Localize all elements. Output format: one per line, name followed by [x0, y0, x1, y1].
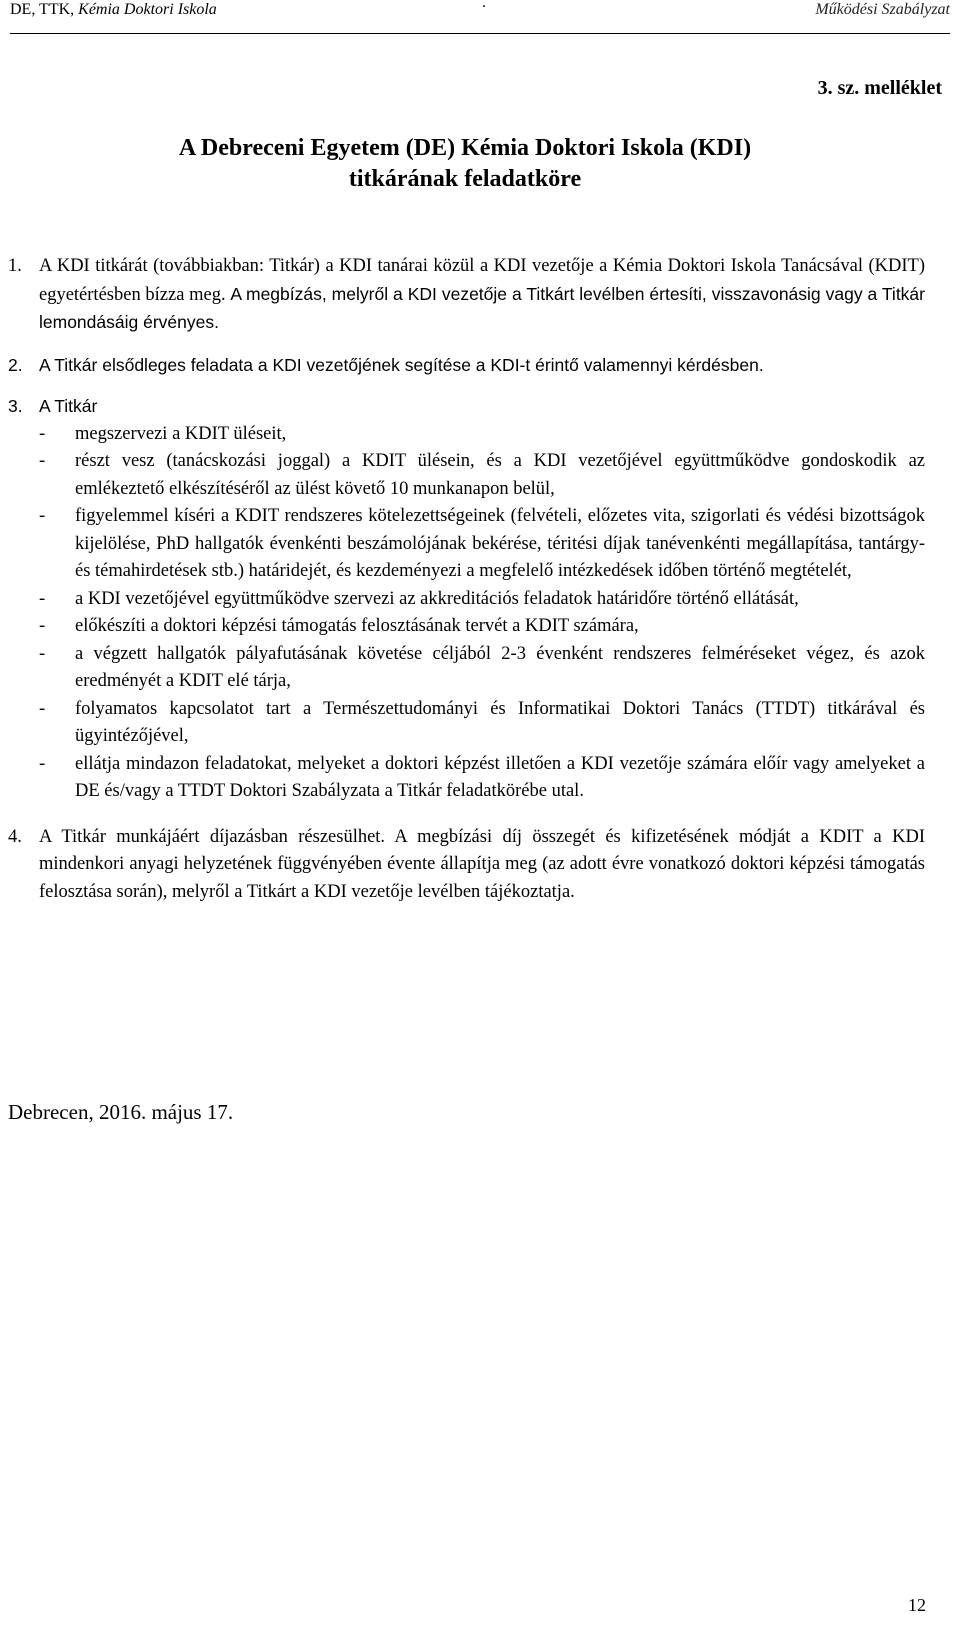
page-header [10, 0, 950, 32]
document-date: Debrecen, 2016. május 17. [8, 1100, 234, 1124]
list-item: - a KDI vezetőjével együttműködve szervezi az akkreditációs feladatok határidőre történő ellátását, [39, 586, 925, 614]
section-number: 1. [8, 256, 22, 276]
section-3-intro: A Titkár [39, 396, 98, 416]
header-left [10, 1, 217, 19]
section-1-text-a: A KDI titkárát (továbbiakban: Titkár) a KDI tanárai közül a KDI vezetője a Kémia Doktori Iskola Tanácsával (KDIT) egyetértésben bízza meg. [39, 256, 925, 305]
section-3-list [39, 421, 925, 806]
section-1 [8, 253, 925, 338]
header-school: Kémia Doktori Iskola [78, 1, 217, 18]
appendix-label: 3. sz. melléklet [817, 77, 942, 99]
document-body [8, 253, 925, 906]
section-number: 3. [8, 396, 23, 416]
section-4-text: A Titkár munkájáért díjazásban részesülhet. A megbízási díj összegét és kifizetésének módját a KDIT a KDI mindenkori anyagi helyzetének függvényében évente állapítja meg (az adott évre vonatkozó doktori képzési támogatás felosztása során), melyről a Titkárt a KDI vezetője levélben tájékoztatja. [39, 826, 925, 902]
section-1-text-b: A megbízás, melyről a KDI vezetője a Titkárt levélben értesíti, visszavonásig vagy a Titkár lemondásáig érvényes. [39, 283, 925, 332]
list-item: - figyelemmel kíséri a KDIT rendszeres kötelezettségeinek (felvételi, előzetes vita, szigorlati és védési bizottságok kijelölése, PhD hallgatók évenkénti beszámolójának bekérése, téritési díjak tanévenkénti megállapítása, tantárgy- és témahirdetések stb.) határidejét, és kezdeményezi a megfelelő intézkedések időben történő megtételét, [39, 503, 925, 586]
header-center-mark: . [482, 0, 486, 11]
list-item: - megszervezi a KDIT üléseit, [39, 421, 925, 449]
document-title [0, 133, 930, 195]
header-org: DE, TTK, [10, 1, 79, 18]
list-item: - ellátja mindazon feladatokat, melyeket a doktori képzést illetően a KDI vezetője számára előír vagy amelyeket a DE és/vagy a TTDT Doktori Szabályzata a Titkár feladatkörébe utal. [39, 751, 925, 806]
title-line-1: A Debreceni Egyetem (DE) Kémia Doktori Iskola (KDI) [178, 135, 752, 161]
list-item: - részt vesz (tanácskozási joggal) a KDIT ülésein, és a KDI vezetőjével együttműködve gondoskodik az emlékeztető elkészítéséről az ülést követő 10 munkanapon belül, [39, 448, 925, 503]
list-item: - a végzett hallgatók pályafutásának követése céljából 2-3 évenként rendszeres felméréseket végez, és azok eredményét a KDIT elé tárja, [39, 641, 925, 696]
section-2-text: A Titkár elsődleges feladata a KDI vezetőjének segítése a KDI-t érintő valamennyi kérdésben. [39, 354, 764, 375]
page-number: 12 [908, 1595, 926, 1615]
header-right: Működési Szabályzat [815, 1, 950, 18]
header-rule [10, 33, 950, 34]
section-4 [8, 824, 925, 907]
title-line-2: titkárának feladatköre [348, 166, 582, 192]
list-item: - folyamatos kapcsolatot tart a Természettudományi és Informatikai Doktori Tanács (TTDT) titkárával és ügyintézőjével, [39, 696, 925, 751]
section-3 [8, 393, 925, 421]
list-item: - előkészíti a doktori képzési támogatás felosztásának tervét a KDIT számára, [39, 613, 925, 641]
section-number: 4. [8, 826, 22, 847]
section-number: 2. [8, 354, 23, 375]
section-2 [8, 352, 925, 380]
